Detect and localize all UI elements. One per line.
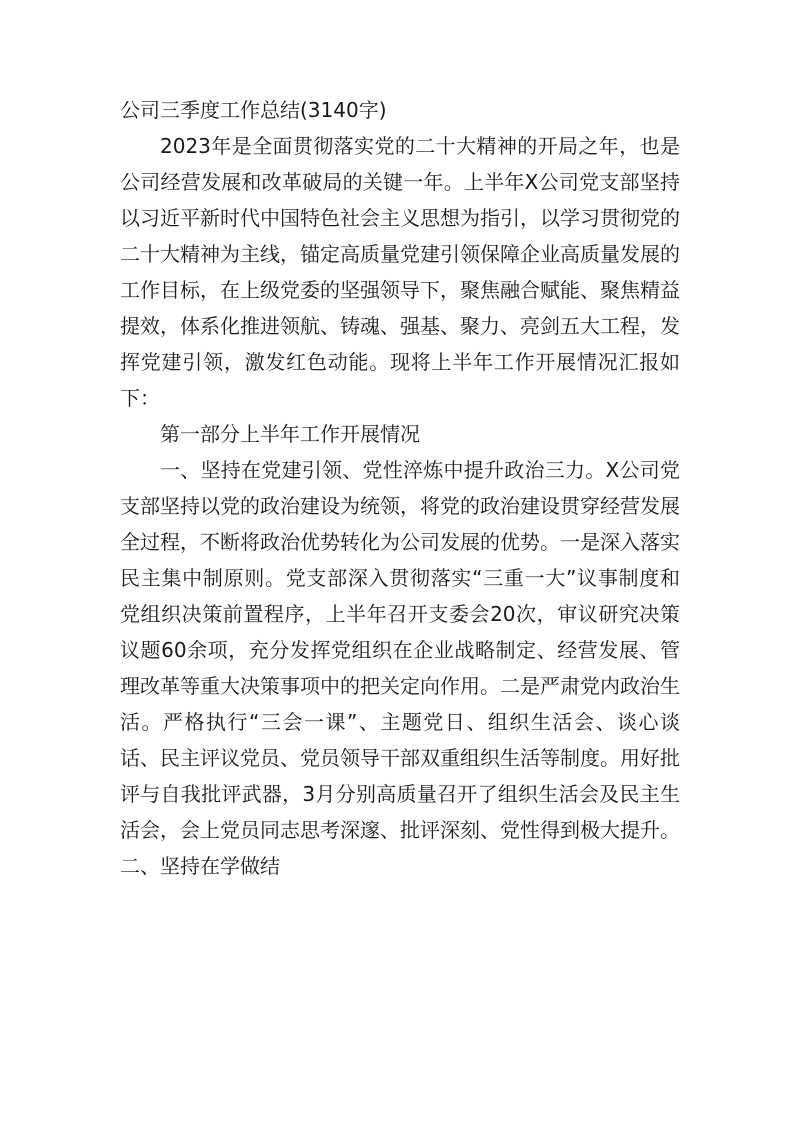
section-heading: 第一部分上半年工作开展情况	[160, 422, 420, 446]
intro-paragraph: 2023年是全面贯彻落实党的二十大精神的开局之年，也是公司经营发展和改革破局的关键一年。上半年X公司党支部坚持以习近平新时代中国特色社会主义思想为指引，以学习贯彻党的二十大精神为主线，锚定高质量党建引领保障企业高质量发展的工作目标，在上级党委的坚强领导下，聚焦融合赋能、聚焦精益提效，体系化推进领航、铸魂、强基、聚力、亮剑五大工程，发挥党建引领，激发红色动能。现将上半年工作开展情况汇报如下：	[120, 134, 680, 410]
body-paragraph: 一、坚持在党建引领、党性淬炼中提升政治三力。X公司党支部坚持以党的政治建设为统领，将党的政治建设贯穿经营发展全过程，不断将政治优势转化为公司发展的优势。一是深入落实民主集中制原则。党支部深入贯彻落实“三重一大”议事制度和党组织决策前置程序，上半年召开支委会20次，审议研究决策议题60余项，充分发挥党组织在企业战略制定、经营发展、管理改革等重大决策事项中的把关定向作用。二是严肃党内政治生活。严格执行“三会一课”、主题党日、组织生活会、谈心谈话、民主评议党员、党员领导干部双重组织生活等制度。用好批评与自我批评武器，3月分别高质量召开了组织生活会及民主生活会，会上党员同志思考深邃、批评深刻、党性得到极大提升。二、坚持在学做结	[120, 458, 680, 878]
document-title: 公司三季度工作总结(3140字)	[120, 98, 387, 122]
document-body	[120, 92, 680, 884]
